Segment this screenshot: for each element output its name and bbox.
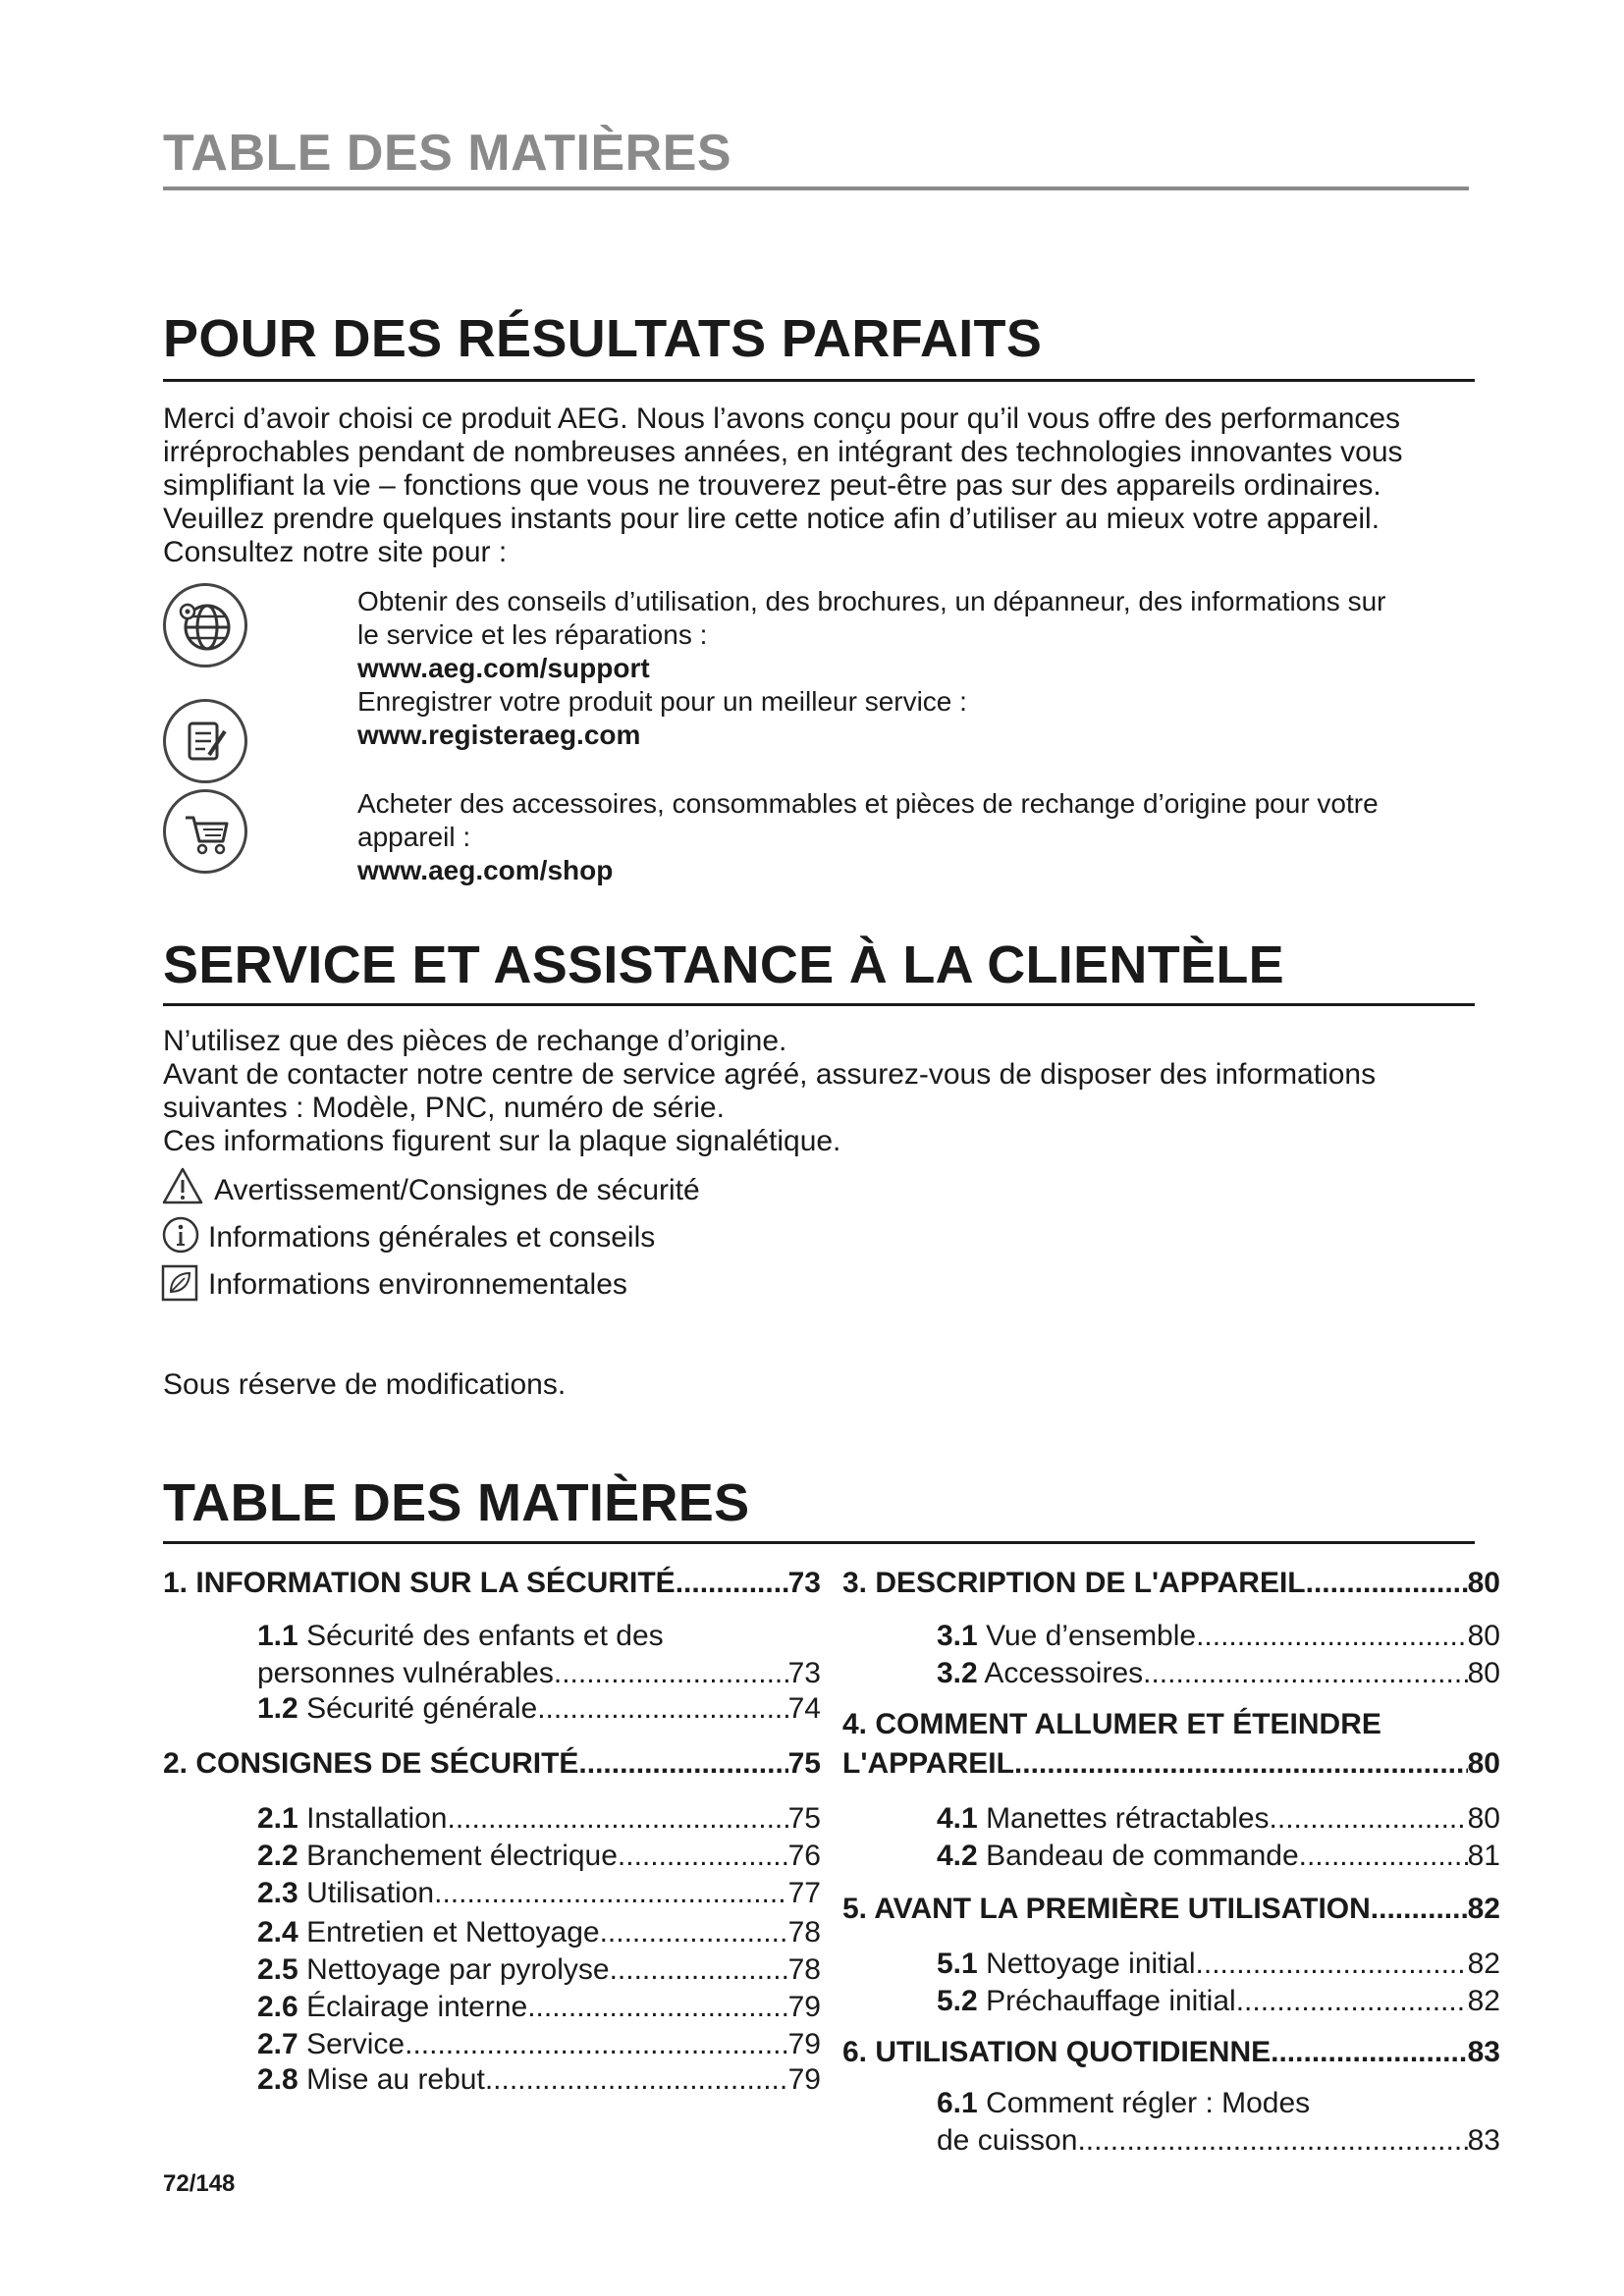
toc-item-2-7[interactable]: 2.7 Service ..... 79: [257, 2026, 821, 2063]
toc-item-4-1[interactable]: 4.1 Manettes rétractables ..... 80: [937, 1800, 1500, 1838]
link-block-shop: [357, 787, 1379, 887]
register-form-icon: [163, 699, 247, 783]
service-paragraph: [163, 1025, 1376, 1158]
support-url-link[interactable]: www.aeg.com/support: [357, 653, 650, 683]
toc-chapter-5[interactable]: 5. AVANT LA PREMIÈRE UTILISATION ..... 82: [842, 1891, 1500, 1928]
service-line: suivantes : Modèle, PNC, numéro de série.: [163, 1092, 725, 1124]
toc-item-1-2[interactable]: 1.2 Sécurité générale ..... 74: [257, 1690, 821, 1728]
toc-chapter-4-line2[interactable]: L'APPAREIL ..... 80: [842, 1745, 1500, 1783]
section-heading-results: POUR DES RÉSULTATS PARFAITS: [163, 309, 1043, 368]
toc-item-4-2[interactable]: 4.2 Bandeau de commande ..... 81: [937, 1838, 1500, 1875]
toc-item-5-1[interactable]: 5.1 Nettoyage initial ..... 82: [937, 1946, 1500, 1983]
service-line: N’utilisez que des pièces de rechange d’origine.: [163, 1025, 787, 1057]
toc-chapter-6[interactable]: 6. UTILISATION QUOTIDIENNE ..... 83: [842, 2034, 1500, 2071]
section-heading-service: SERVICE ET ASSISTANCE À LA CLIENTÈLE: [163, 935, 1284, 994]
shopping-cart-icon: [163, 789, 247, 874]
toc-rule: [163, 1541, 1475, 1544]
service-line: Ces informations figurent sur la plaque signalétique.: [163, 1125, 841, 1157]
toc-chapter-3[interactable]: 3. DESCRIPTION DE L'APPAREIL ..... 80: [842, 1565, 1500, 1602]
intro-line: Veuillez prendre quelques instants pour lire cette notice afin d’utiliser au mieux votre appareil.: [163, 503, 1380, 535]
intro-line: simplifiant la vie – fonctions que vous ne trouverez peut-être pas sur des appareils ordinaires.: [163, 469, 1381, 502]
toc-item-2-3[interactable]: 2.3 Utilisation ..... 77: [257, 1875, 821, 1912]
section-rule-service: [163, 1003, 1475, 1006]
toc-item-2-8[interactable]: 2.8 Mise au rebut ..... 79: [257, 2061, 821, 2099]
running-header-title: TABLE DES MATIÈRES: [163, 125, 732, 182]
toc-item-2-6[interactable]: 2.6 Éclairage interne ..... 79: [257, 1989, 821, 2026]
register-url-link[interactable]: www.registeraeg.com: [357, 720, 641, 750]
intro-line: Merci d’avoir choisi ce produit AEG. Nous l’avons conçu pour qu’il vous offre des performances: [163, 402, 1401, 435]
link-text: Obtenir des conseils d’utilisation, des brochures, un dépanneur, des informations sur: [357, 586, 1386, 616]
intro-paragraph: [163, 402, 1403, 569]
link-text: appareil :: [357, 822, 471, 852]
section-rule-results: [163, 379, 1475, 382]
shop-url-link[interactable]: www.aeg.com/shop: [357, 855, 614, 885]
intro-line: Consultez notre site pour :: [163, 536, 508, 568]
intro-line: irréprochables pendant de nombreuses années, en intégrant des technologies innovantes vous: [163, 436, 1403, 468]
toc-item-1-1-line1[interactable]: 1.1 Sécurité des enfants et des: [257, 1620, 664, 1652]
page-number: 72/148: [163, 2170, 236, 2197]
toc-item-3-2[interactable]: 3.2 Accessoires ..... 80: [937, 1655, 1500, 1692]
modification-note: Sous réserve de modifications.: [163, 1368, 567, 1401]
info-icon: [161, 1215, 200, 1255]
leaf-icon: [161, 1264, 198, 1302]
link-block-support: [357, 585, 1385, 752]
toc-item-2-5[interactable]: 2.5 Nettoyage par pyrolyse ..... 78: [257, 1951, 821, 1989]
toc-heading: TABLE DES MATIÈRES: [163, 1473, 750, 1532]
legend-info-label: Informations générales et conseils: [208, 1221, 656, 1254]
toc-item-1-1-line2[interactable]: personnes vulnérables ..... 73: [257, 1655, 821, 1692]
toc-item-2-4[interactable]: 2.4 Entretien et Nettoyage ..... 78: [257, 1914, 821, 1951]
toc-item-6-1-line1[interactable]: 6.1 Comment régler : Modes: [937, 2087, 1311, 2119]
toc-item-2-2[interactable]: 2.2 Branchement électrique ..... 76: [257, 1838, 821, 1875]
toc-chapter-1[interactable]: 1. INFORMATION SUR LA SÉCURITÉ ..... 73: [163, 1565, 821, 1602]
toc-chapter-4-line1[interactable]: 4. COMMENT ALLUMER ET ÉTEINDRE: [842, 1708, 1381, 1740]
legend-env-label: Informations environnementales: [208, 1268, 627, 1301]
globe-icon: [163, 583, 247, 667]
toc-item-6-1-line2[interactable]: de cuisson ..... 83: [937, 2122, 1500, 2160]
legend-warning-label: Avertissement/Consignes de sécurité: [214, 1174, 700, 1206]
header-rule: [163, 187, 1469, 190]
service-line: Avant de contacter notre centre de service agréé, assurez-vous de disposer des informations: [163, 1058, 1377, 1091]
link-text: Enregistrer votre produit pour un meilleur service :: [357, 686, 967, 717]
toc-item-3-1[interactable]: 3.1 Vue d’ensemble ..... 80: [937, 1618, 1500, 1655]
toc-chapter-2[interactable]: 2. CONSIGNES DE SÉCURITÉ ..... 75: [163, 1745, 821, 1783]
warning-triangle-icon: [161, 1166, 204, 1205]
link-text: Acheter des accessoires, consommables et pièces de rechange d’origine pour votre: [357, 788, 1379, 819]
toc-item-5-2[interactable]: 5.2 Préchauffage initial ..... 82: [937, 1983, 1500, 2020]
toc-item-2-1[interactable]: 2.1 Installation ..... 75: [257, 1800, 821, 1838]
link-text: le service et les réparations :: [357, 619, 708, 650]
